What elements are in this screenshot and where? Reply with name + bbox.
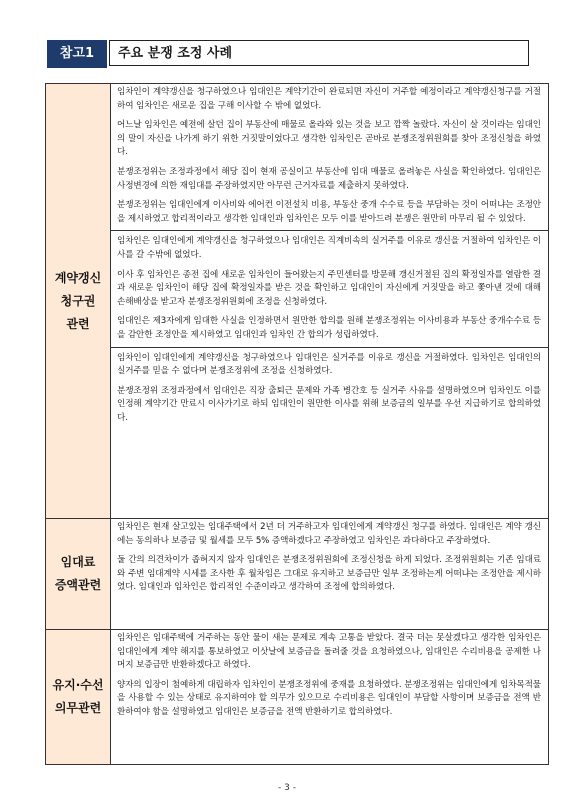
reference-header: [47, 40, 529, 68]
case-content: [110, 84, 548, 431]
case-row-renewal: [46, 84, 548, 519]
case-paragraph: 양자의 입장이 첨예하게 대립하자 임차인이 분쟁조정위에 중재를 요청하였다. 분쟁조정위는 임대인에게 임차목적물을 사용할 수 있는 상태로 유지하여야 할 의무가 있으므로 수리비용은 임대인이 부담할 사항이며 보증금을 전액 반환하여야 함을 설명하였고 임대인은 보증금을 전액 반환하기로 합의하였다.: [117, 679, 542, 717]
case-paragraph: 임대인은 제3자에게 임대한 사실을 인정하면서 원만한 합의를 원해 분쟁조정위는 이사비용과 부동산 중개수수료 등을 감안한 조정안을 제시하였고 임대인과 임차인 간 합의가 성립하였다.: [117, 316, 541, 340]
case-paragraph: 분쟁조정위는 임대인에게 이사비와 에어컨 이전설치 비용, 부동산 중개 수수료 등을 부담하는 것이 어떠냐는 조정안을 제시하였고 합리적이라고 생각한 임대인과 임차인은 모두 이를 받아드려 분쟁은 원만히 마무리 될 수 있었다.: [117, 200, 541, 224]
dispute-case-table: [45, 83, 549, 765]
category-cell: 유지·수선 의무관련: [46, 630, 111, 764]
case-paragraph: 임차인은 현재 살고있는 임대주택에서 2년 더 거주하고자 임대인에게 계약갱신 청구를 하였다. 임대인은 계약 갱신에는 동의하나 보증금 및 월세를 모두 5% 증액하겠다고 주장하였고 임차인은 과다하다고 주장하였다.: [117, 522, 541, 546]
reference-label: 참고1: [47, 40, 107, 68]
category-cell: 계약갱신 청구권 관련: [46, 84, 111, 518]
case-content: [110, 519, 548, 601]
case-paragraph: 이사 후 임차인은 종전 집에 새로운 임차인이 들어왔는지 주민센터를 방문해 갱신거절된 집의 확정일자를 열람한 결과 새로운 임차인이 해당 집에 확정일자를 받은 것을 확인하고 임대인이 자신에게 거짓말을 하고 쫓아낸 것에 대해 손해배상을 받고자 분쟁조정위원회에 조정을 신청하였다.: [117, 269, 542, 307]
case-paragraph: 어느날 임차인은 예전에 살던 집이 부동산에 매물로 올라와 있는 것을 보고 깜짝 놀랐다. 자신이 살 것이라는 임대인의 말이 자신을 나가게 하기 위한 거짓말이었다고 생각한 임차인은 곧바로 분쟁조정위원회를 찾아 조정신청을 하였다.: [117, 120, 541, 158]
case-row-maintenance: [46, 630, 548, 764]
case-paragraph: 임차인이 계약갱신을 청구하였으나 임대인은 계약기간이 완료되면 자신이 거주할 예정이라고 계약갱신청구를 거절하여 임차인은 새로운 집을 구해 이사할 수 밖에 없었다.: [117, 87, 541, 111]
case-paragraph: 둘 간의 의견차이가 좁혀지지 않자 임대인은 분쟁조정위원회에 조정신청을 하게 되었다. 조정위원회는 기존 임대료와 주변 임대계약 시세를 조사한 후 월차임은 그대로 유지하고 보증금만 일부 조정하는게 어떠냐는 조정안을 제시하였다. 임대인과 임차인은 합리적인 수준이라고 생각하여 조정에 합의하였다.: [117, 555, 541, 593]
reference-title: 주요 분쟁 조정 사례: [109, 40, 529, 66]
case-row-rent-increase: [46, 519, 548, 630]
case-content: [110, 630, 548, 726]
case-divider: [110, 230, 548, 231]
case-paragraph: 분쟁조정위 조정과정에서 임대인은 직장 출퇴근 문제와 가족 병간호 등 실거주 사유를 설명하였으며 임차인도 이를 인정해 계약기간 만료시 이사가기로 하되 임대인이 원만한 이사를 위해 보증금의 일부를 우선 지급하기로 합의하였다.: [117, 385, 541, 423]
case-paragraph: 임차인이 임대인에게 계약갱신을 청구하였으나 임대인은 실거주를 이유로 갱신을 거절하였다. 임차인은 임대인의 실거주를 믿을 수 없다며 분쟁조정위에 조정을 신청하였다.: [117, 352, 541, 377]
case-paragraph: 임차인은 임대인에게 계약갱신을 청구하였으나 임대인은 직계비속의 실거주를 이유로 갱신을 거절하여 임차인은 이사를 갈 수밖에 없었다.: [117, 236, 541, 260]
case-paragraph: 분쟁조정위는 조정과정에서 해당 집이 현재 공실이고 부동산에 임대 매물로 올려놓은 사실을 확인하였다. 임대인은 사정변경에 의한 재임대를 주장하였지만 아무런 근거자료를 제출하지 못하였다.: [117, 166, 541, 191]
case-divider: [110, 347, 548, 348]
page-number: - 3 -: [278, 783, 296, 793]
category-cell: 임대료 증액관련: [46, 519, 111, 629]
case-paragraph: 임차인은 임대주택에 거주하는 동안 물이 새는 문제로 계속 고통을 받았다. 결국 더는 못살겠다고 생각한 임차인은 임대인에게 계약 해지를 통보하였고 이삿날에 보증금을 돌려줄 것을 요청하였으나, 임대인은 수리비용을 공제한 나머지 보증금만 반환하겠다고 하였다.: [117, 633, 541, 671]
